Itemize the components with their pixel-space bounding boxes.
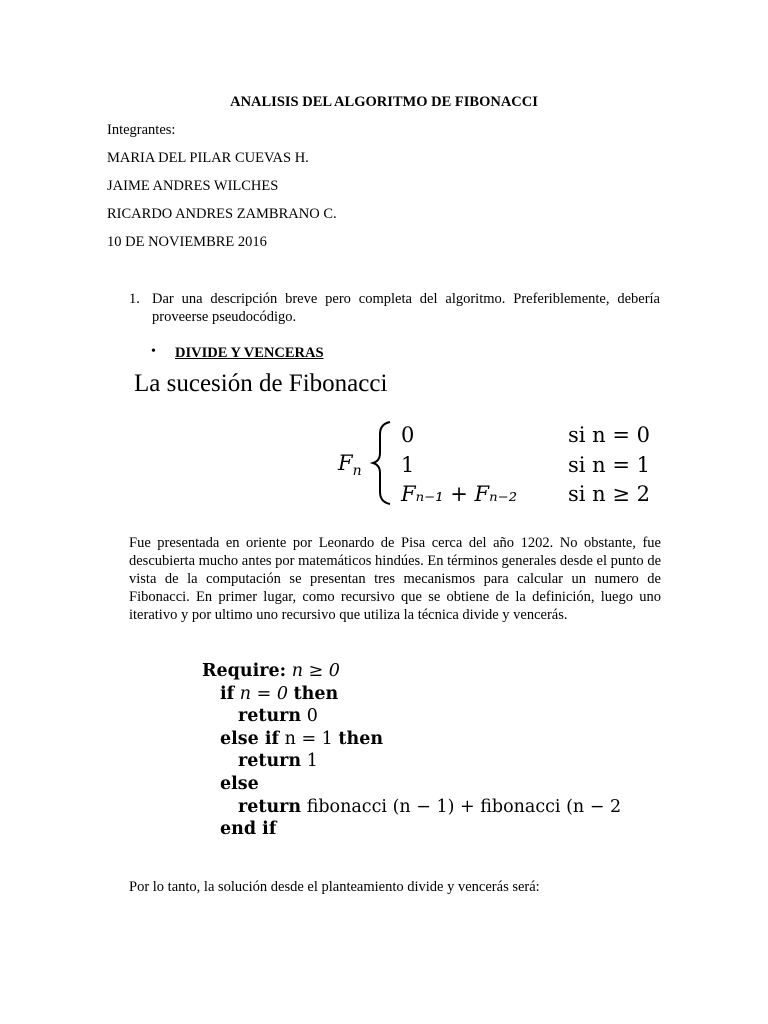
- pseudocode-line: [202, 818, 621, 841]
- member-name: MARIA DEL PILAR CUEVAS H.: [107, 150, 309, 166]
- function-subscript: n: [352, 463, 362, 480]
- pseudocode-line: [202, 796, 621, 819]
- pseudocode-line: [202, 705, 621, 728]
- math-expression: n ≥ 0: [291, 661, 340, 681]
- keyword: end if: [220, 819, 277, 840]
- math-expression: n = 1: [284, 728, 333, 749]
- conclusion-text: Por lo tanto, la solución desde el planteamiento divide y vencerás será:: [129, 879, 540, 895]
- math-expression: fibonacci (n − 1) + fibonacci (n − 2: [306, 796, 622, 817]
- case-value: 0: [401, 423, 415, 447]
- pseudocode-line: [202, 660, 621, 683]
- math-expression: 0: [306, 706, 318, 727]
- keyword: return: [238, 751, 302, 772]
- member-name: JAIME ANDRES WILCHES: [107, 178, 279, 194]
- pseudocode-block: [202, 660, 621, 841]
- math-expression: n = 0: [239, 683, 288, 704]
- question-number: 1.: [129, 291, 140, 307]
- keyword: return: [238, 796, 302, 817]
- keyword: then: [293, 683, 339, 704]
- section-heading: DIVIDE Y VENCERAS: [175, 345, 324, 361]
- member-name: RICARDO ANDRES ZAMBRANO C.: [107, 206, 337, 222]
- document-date: 10 DE NOVIEMBRE 2016: [107, 234, 267, 250]
- case-condition: si n ≥ 2: [568, 482, 651, 506]
- keyword: else: [220, 773, 259, 794]
- pseudocode-line: [202, 750, 621, 773]
- keyword: return: [238, 706, 302, 727]
- function-label: [338, 451, 362, 479]
- pseudocode-line: [202, 773, 621, 796]
- case-value: 1: [401, 453, 415, 477]
- bullet-icon: •: [151, 344, 156, 359]
- description-paragraph: Fue presentada en oriente por Leonardo de Pisa cerca del año 1202. No obstante, fue descubierta mucho antes por matemáticos hindúes. En términos generales desde el punto de vista de la computación se presentan tres mecanismos para calcular un numero de Fibonacci. En primer lugar, como recursivo que se obtiene de la definición, luego uno iterativo y por ultimo uno recursivo que utiliza la técnica divide y vencerás.: [129, 535, 661, 623]
- left-brace-icon: [370, 420, 394, 506]
- math-expression: 1: [306, 751, 318, 772]
- document-title: ANALISIS DEL ALGORITMO DE FIBONACCI: [230, 94, 538, 110]
- figure-heading: La sucesión de Fibonacci: [134, 370, 388, 397]
- function-name: F: [338, 451, 353, 475]
- keyword: Require:: [202, 661, 287, 681]
- integrantes-label: Integrantes:: [107, 122, 176, 138]
- keyword: then: [338, 728, 384, 749]
- pseudocode-line: [202, 728, 621, 751]
- question-text: Dar una descripción breve pero completa del algoritmo. Preferiblemente, debería proveerse pseudocódigo.: [152, 291, 660, 325]
- pseudocode-line: [202, 683, 621, 706]
- case-value: Fₙ₋₁ + Fₙ₋₂: [401, 482, 518, 506]
- case-condition: si n = 0: [568, 423, 651, 447]
- keyword: else if: [220, 728, 280, 749]
- case-condition: si n = 1: [568, 453, 651, 477]
- keyword: if: [220, 683, 235, 704]
